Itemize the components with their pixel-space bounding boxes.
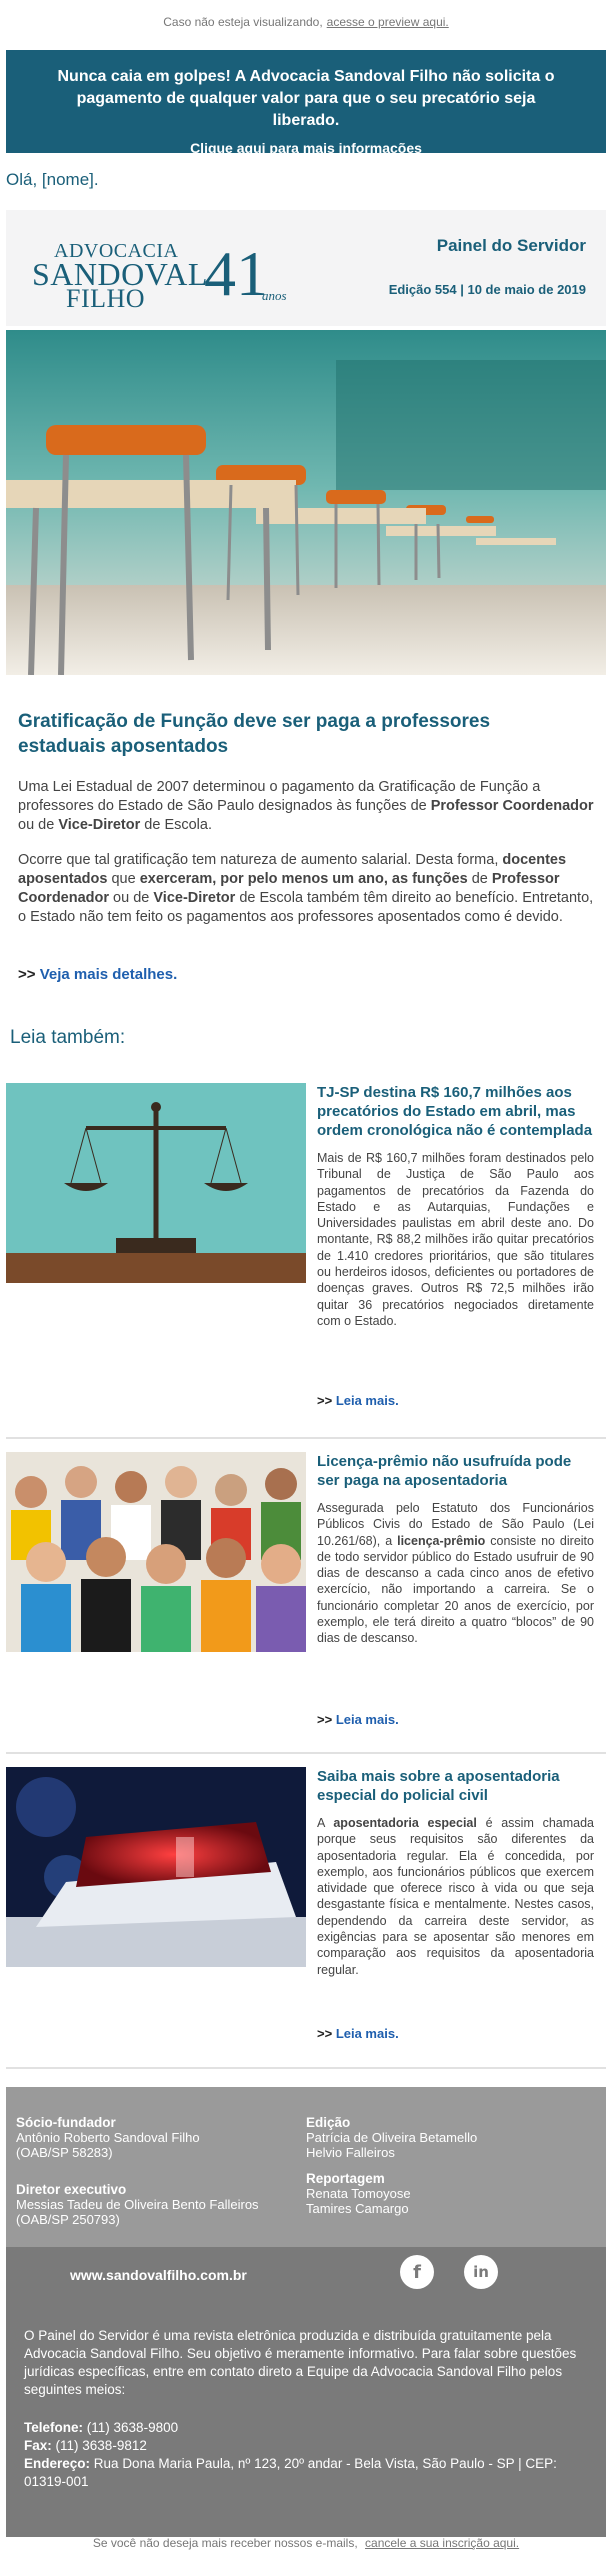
edition-person: Patrícia de Oliveira Betamello xyxy=(306,2130,478,2145)
card-body xyxy=(317,1767,594,1978)
card-text-part: Assegurada pelo Estatuto dos Funcionários Públicos Civis do Estado de São Paulo (Lei 10.261/68), a xyxy=(317,1501,594,1548)
card-title[interactable]: Licença-prêmio não usufruída pode ser paga na aposentadoria xyxy=(317,1453,572,1489)
reporting-person: Renata Tomoyose xyxy=(306,2186,411,2201)
preview-text: Caso não esteja visualizando, xyxy=(163,15,323,29)
alert-more-info-link[interactable]: Clique aqui para mais informações xyxy=(190,140,422,156)
workers-group-image[interactable] xyxy=(6,1452,306,1652)
logo-line1: ADVOCACIA xyxy=(54,240,179,262)
edition-block xyxy=(306,2115,477,2160)
newsletter-title: Painel do Servidor xyxy=(436,236,586,255)
read-also-heading: Leia também: xyxy=(10,1027,126,1048)
greeting: Olá, [nome]. xyxy=(6,170,99,189)
read-more-link[interactable]: Leia mais. xyxy=(335,1712,399,1727)
card-text-part: é assim chamada porque seus requisitos são diferentes da aposentadoria regular. Ela é concedida, por exemplo, aos funcionários públicos que exercem atividade que oferece risco à vida ou que seja desgastante física e mentalmente. Nestes casos, dependendo da carreira deste servidor, as exigências para se aposentar são menores em comparação aos requisitos da aposentadoria regular. xyxy=(317,1816,594,1977)
read-more-link[interactable]: Leia mais. xyxy=(335,1393,399,1408)
website-link[interactable]: www.sandovalfilho.com.br xyxy=(70,2267,247,2283)
card-text xyxy=(317,1815,594,1978)
main-article-paragraph-1 xyxy=(18,778,594,835)
p1-bold: Professor Coordenador xyxy=(430,798,594,814)
p2-bold: docentes aposentados xyxy=(18,852,567,887)
card-more xyxy=(317,1393,399,1408)
fax-label: Fax: xyxy=(24,2438,52,2453)
facebook-icon[interactable]: f xyxy=(400,2255,434,2289)
p2-text: de Escola também têm direito ao benefício. Entretanto, o Estado não tem feito os pagamentos aos professores aposentados como é devido. xyxy=(18,890,594,925)
card-title[interactable]: Saiba mais sobre a aposentadoria especial do policial civil xyxy=(317,1768,560,1804)
more-prefix: >> xyxy=(18,966,36,983)
unsubscribe-text: Se você não deseja mais receber nossos e-mails, xyxy=(92,2536,358,2550)
address-value: Rua Dona Maria Paula, nº 123, 20º andar - Bela Vista, São Paulo - SP | CEP: 01319-001 xyxy=(24,2456,557,2489)
logo-anos: anos xyxy=(262,288,287,303)
divider xyxy=(6,1752,606,1754)
logo-41: 41 xyxy=(204,238,268,309)
p2-text: Ocorre que tal gratificação tem natureza de aumento salarial. Desta forma, xyxy=(18,852,503,868)
card-text-bold: licença-prêmio xyxy=(397,1533,486,1548)
card-text xyxy=(317,1500,594,1647)
founder-label: Sócio-fundador xyxy=(16,2115,116,2130)
edition-label: Edição xyxy=(306,2115,351,2130)
p2-bold: Vice-Diretor xyxy=(153,890,236,906)
main-article-title[interactable]: Gratificação de Função deve ser paga a professores estaduais aposentados xyxy=(18,711,491,757)
director-oab: (OAB/SP 250793) xyxy=(16,2212,120,2227)
contact-footer xyxy=(6,2247,606,2537)
alert-message: Nunca caia em golpes! A Advocacia Sandoval Filho não solicita o pagamento de qualquer valor para que o seu precatório seja liberado. xyxy=(57,68,555,129)
sandoval-filho-logo[interactable] xyxy=(24,230,324,313)
p1-text: Uma Lei Estadual de 2007 determinou o pagamento da Gratificação de Função a professores do Estado de São Paulo designados às funções de xyxy=(18,779,541,814)
p2-text: que xyxy=(107,871,140,887)
hero-image-classroom-desks[interactable] xyxy=(6,330,606,675)
unsubscribe-bar xyxy=(0,2536,612,2550)
director-block xyxy=(16,2182,259,2227)
card-more xyxy=(317,1712,399,1727)
read-more-link[interactable]: Leia mais. xyxy=(335,2026,399,2041)
p2-text: ou de xyxy=(109,890,154,906)
p2-bold: Professor Coordenador xyxy=(18,871,560,906)
founder-oab: (OAB/SP 58283) xyxy=(16,2145,113,2160)
card-more xyxy=(317,2026,399,2041)
reporting-label: Reportagem xyxy=(306,2171,385,2186)
founder-block xyxy=(16,2115,200,2160)
director-name: Messias Tadeu de Oliveira Bento Falleiros xyxy=(16,2197,259,2212)
p2-text: de xyxy=(467,871,492,887)
address-line xyxy=(24,2455,584,2491)
address-label: Endereço: xyxy=(24,2456,91,2471)
reporting-person: Tamires Camargo xyxy=(306,2201,409,2216)
logo-line3: FILHO xyxy=(66,284,146,313)
see-more-details-link[interactable]: Veja mais detalhes. xyxy=(39,966,178,983)
divider xyxy=(6,2067,606,2069)
scam-alert-banner xyxy=(6,50,606,156)
card-text: Mais de R$ 160,7 milhões foram destinados pelo Tribunal de Justiça de São Paulo aos pagamentos de precatórios da Fazenda do Estado e as Autarquias, Fundações e Universidades paulistas em abril deste ano. Do montante, R$ 88,2 milhões irão quitar precatórios de 1.410 credores prioritários, que são titulares ou herdeiros idosos, deficientes ou portadores de doenças graves. Outros R$ 72,5 milhões irão quitar 36 precatórios negociados diretamente com o Estado. xyxy=(317,1151,594,1328)
more-prefix: >> xyxy=(317,1712,333,1727)
divider xyxy=(6,1437,606,1439)
p2-bold: exerceram, por pelo menos um ano, as funções xyxy=(139,871,468,887)
p1-text: ou de xyxy=(18,817,59,833)
card-text-part: consiste no direito de todo servidor público do Estado usufruir de 90 dias de descanso a cada cinco anos de efetivo exercício, não importando a carreira. Se o funcionário completar 20 anos de exercício, por exemplo, ele terá direito a quatro “blocos” de 90 dias de descanso. xyxy=(317,1533,594,1646)
card-text-bold: aposentadoria especial xyxy=(333,1816,477,1830)
fax-line xyxy=(24,2437,584,2455)
main-article-more xyxy=(18,966,177,983)
card-body xyxy=(317,1083,594,1329)
staff-credits xyxy=(6,2087,606,2247)
phone-value: (11) 3638-9800 xyxy=(86,2420,179,2435)
logo-line2: SANDOVAL xyxy=(32,256,208,292)
phone-line xyxy=(24,2419,584,2437)
preview-link[interactable]: acesse o preview aqui. xyxy=(326,15,449,29)
scales-of-justice-image[interactable] xyxy=(6,1083,306,1283)
edition-info: Edição 554 | 10 de maio de 2019 xyxy=(388,282,586,297)
more-prefix: >> xyxy=(317,1393,333,1408)
edition-person: Helvio Falleiros xyxy=(306,2145,395,2160)
linkedin-icon[interactable]: in xyxy=(464,2255,498,2289)
phone-label: Telefone: xyxy=(24,2420,84,2435)
card-text-part: A xyxy=(317,1816,334,1830)
card-title[interactable]: TJ-SP destina R$ 160,7 milhões aos precatórios do Estado em abril, mas ordem cronológica não é contemplada xyxy=(317,1084,593,1139)
director-label: Diretor executivo xyxy=(16,2182,127,2197)
contact-info xyxy=(24,2419,584,2491)
newsletter-header xyxy=(6,210,606,326)
more-prefix: >> xyxy=(317,2026,333,2041)
main-article-paragraph-2 xyxy=(18,851,594,927)
p1-bold: Vice-Diretor xyxy=(58,817,141,833)
founder-name: Antônio Roberto Sandoval Filho xyxy=(16,2130,200,2145)
header-info xyxy=(389,236,586,297)
card-body xyxy=(317,1452,594,1647)
preview-bar xyxy=(0,0,612,44)
p1-text: de Escola. xyxy=(140,817,213,833)
about-text: O Painel do Servidor é uma revista eletrônica produzida e distribuída gratuitamente pela Advocacia Sandoval Filho. Seu objetivo é meramente informativo. Para falar sobre questões jurídicas específicas, entre em contato direto a Equipe da Advocacia Sandoval Filho pelos seguintes meios: xyxy=(24,2328,577,2397)
fax-value: (11) 3638-9812 xyxy=(55,2438,147,2453)
police-car-lights-image[interactable] xyxy=(6,1767,306,1967)
unsubscribe-link[interactable]: cancele a sua inscrição aqui. xyxy=(365,2536,520,2550)
reporting-block xyxy=(306,2171,411,2216)
